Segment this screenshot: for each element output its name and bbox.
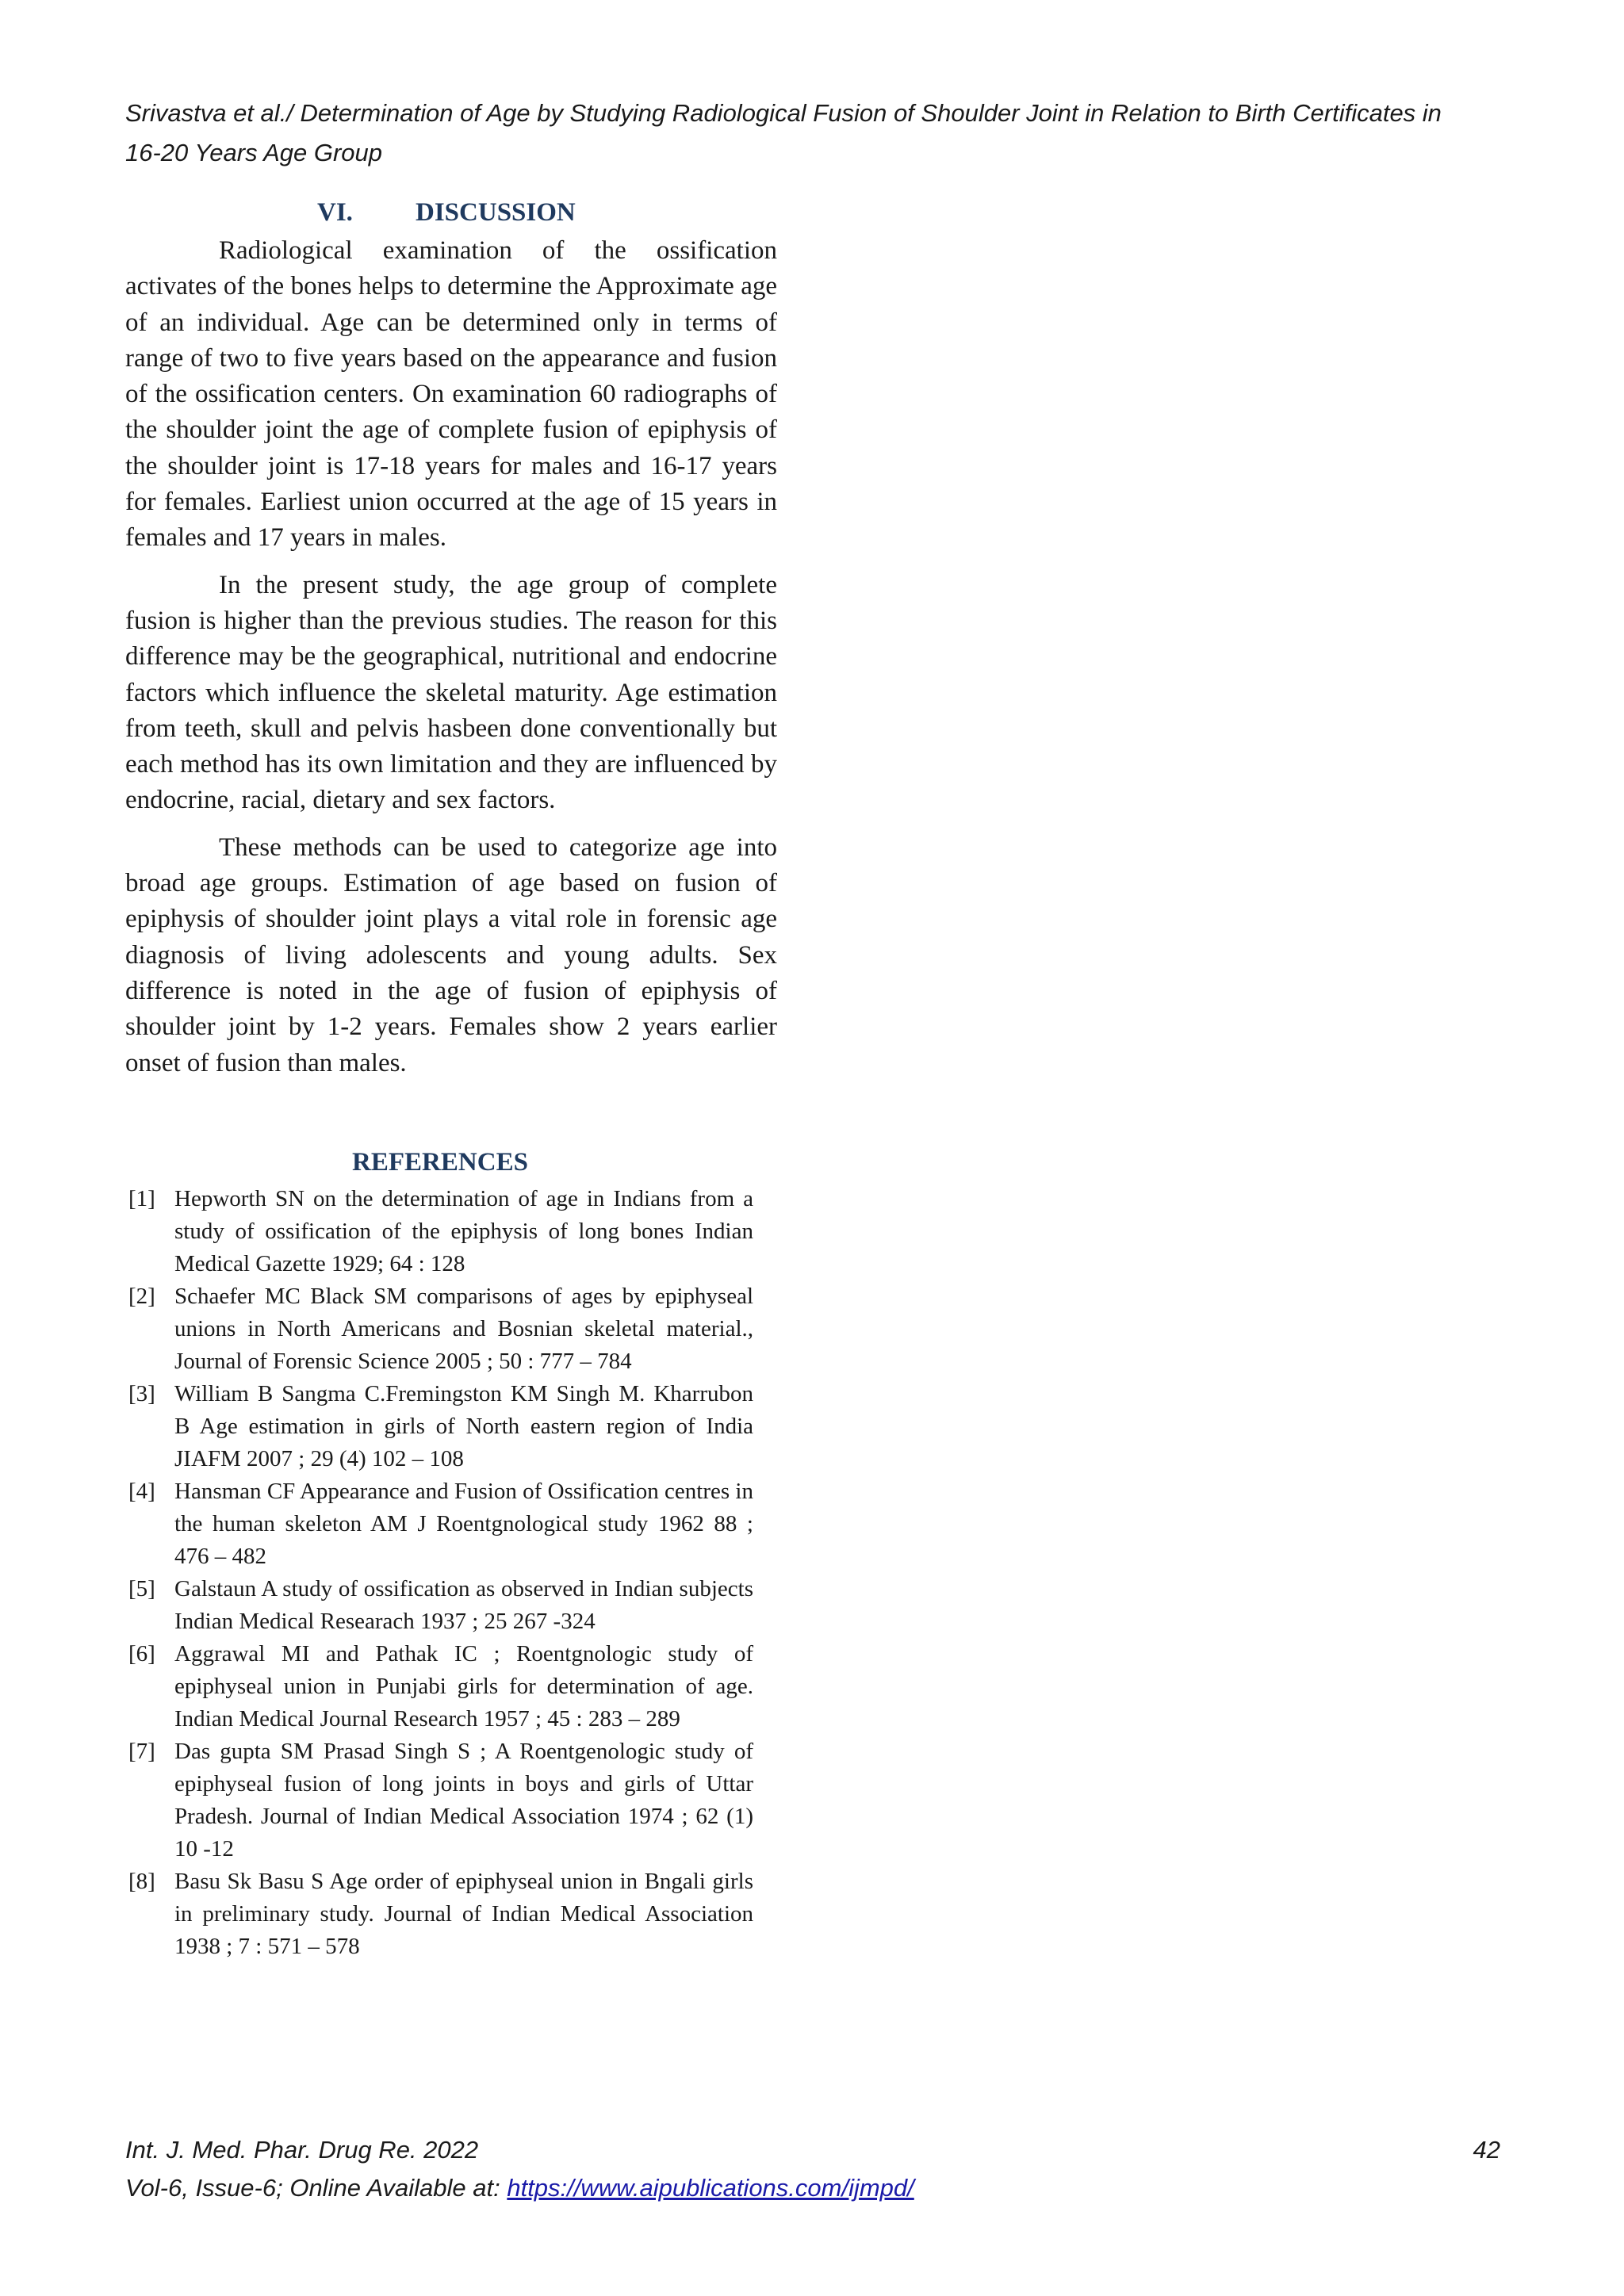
reference-item	[125, 1475, 753, 1573]
footer-issue: Vol-6, Issue-6; Online Available at:	[125, 2174, 508, 2202]
reference-item	[125, 1573, 753, 1638]
page-footer	[125, 2131, 1500, 2207]
main-column	[125, 192, 777, 1963]
reference-text: William B Sangma C.Fremingston KM Singh M. Kharrubon B Age estimation in girls of North eastern region of India JIAFM 2007 ; 29 (4) 102 – 108	[174, 1380, 753, 1471]
reference-item	[125, 1866, 753, 1963]
footer-journal-row	[125, 2131, 1500, 2169]
reference-item	[125, 1280, 753, 1378]
section-number: VI.	[317, 198, 353, 227]
discussion-paragraph-3: These methods can be used to categorize age into broad age groups. Estimation of age based on fusion of epiphysis of shoulder joint plays a vital role in forensic age diagnosis of living adolescents and young adults. Sex difference is noted in the age of fusion of epiphysis of shoulder joint by 1-2 years. Females show 2 years earlier onset of fusion than males.	[125, 832, 777, 1077]
reference-number: [8]	[128, 1868, 155, 1894]
reference-number: [4]	[128, 1478, 155, 1504]
reference-text: Hepworth SN on the determination of age in Indians from a study of ossification of the epiphysis of long bones Indian Medical Gazette 1929; 64 : 128	[174, 1185, 753, 1276]
page-number: 42	[1473, 2136, 1500, 2164]
reference-number: [7]	[128, 1738, 155, 1764]
reference-number: [3]	[128, 1380, 155, 1406]
journal-link[interactable]: https://www.aipublications.com/ijmpd/	[507, 2174, 914, 2202]
reference-text: Basu Sk Basu S Age order of epiphyseal union in Bngali girls in preliminary study. Journal of Indian Medical Association 1938 ; 7 : 571 – 578	[174, 1868, 753, 1959]
reference-text: Das gupta SM Prasad Singh S ; A Roentgenologic study of epiphyseal fusion of long joints in boys and girls of Uttar Pradesh. Journal of Indian Medical Association 1974 ; 62 (1) 10 -12	[174, 1738, 753, 1862]
reference-text: Galstaun A study of ossification as observed in Indian subjects Indian Medical Researach 1937 ; 25 267 -324	[174, 1575, 753, 1634]
reference-number: [5]	[128, 1575, 155, 1601]
reference-number: [1]	[128, 1185, 155, 1211]
reference-item	[125, 1735, 753, 1866]
references-heading: REFERENCES	[352, 1147, 528, 1177]
discussion-paragraph-1: Radiological examination of the ossification activates of the bones helps to determine the Approximate age of an individual. Age can be determined only in terms of range of two to five years based on the appearance and fusion of the ossification centers. On examination 60 radiographs of the shoulder joint the age of complete fusion of epiphysis of the shoulder joint is 17-18 years for males and 16-17 years for females. Earliest union occurred at the age of 15 years in females and 17 years in males.	[125, 236, 777, 553]
reference-number: [2]	[128, 1283, 155, 1309]
reference-list	[125, 1183, 753, 1963]
running-head: Srivastva et al./ Determination of Age by Studying Radiological Fusion of Shoulder Joint in Relation to Birth Certificates in 16-20 Years Age Group	[125, 99, 1442, 166]
footer-journal: Int. J. Med. Phar. Drug Re. 2022	[125, 2136, 479, 2164]
reference-number: [6]	[128, 1640, 155, 1667]
section-title: DISCUSSION	[416, 198, 576, 227]
reference-item	[125, 1638, 753, 1735]
discussion-heading	[125, 192, 777, 233]
footer-issue-row	[125, 2169, 1500, 2207]
reference-text: Hansman CF Appearance and Fusion of Ossification centres in the human skeleton AM J Roentgnological study 1962 88 ; 476 – 482	[174, 1478, 753, 1569]
reference-item	[125, 1378, 753, 1475]
reference-text: Aggrawal MI and Pathak IC ; Roentgnologic study of epiphyseal union in Punjabi girls for determination of age. Indian Medical Journal Research 1957 ; 45 : 283 – 289	[174, 1640, 753, 1732]
discussion-paragraph-2: In the present study, the age group of complete fusion is higher than the previous studies. The reason for this difference may be the geographical, nutritional and endocrine factors which influence the skeletal maturity. Age estimation from teeth, skull and pelvis hasbeen done conventionally but each method has its own limitation and they are influenced by endocrine, racial, dietary and sex factors.	[125, 570, 777, 815]
reference-text: Schaefer MC Black SM comparisons of ages by epiphyseal unions in North Americans and Bosnian skeletal material., Journal of Forensic Science 2005 ; 50 : 777 – 784	[174, 1283, 753, 1374]
reference-item	[125, 1183, 753, 1280]
